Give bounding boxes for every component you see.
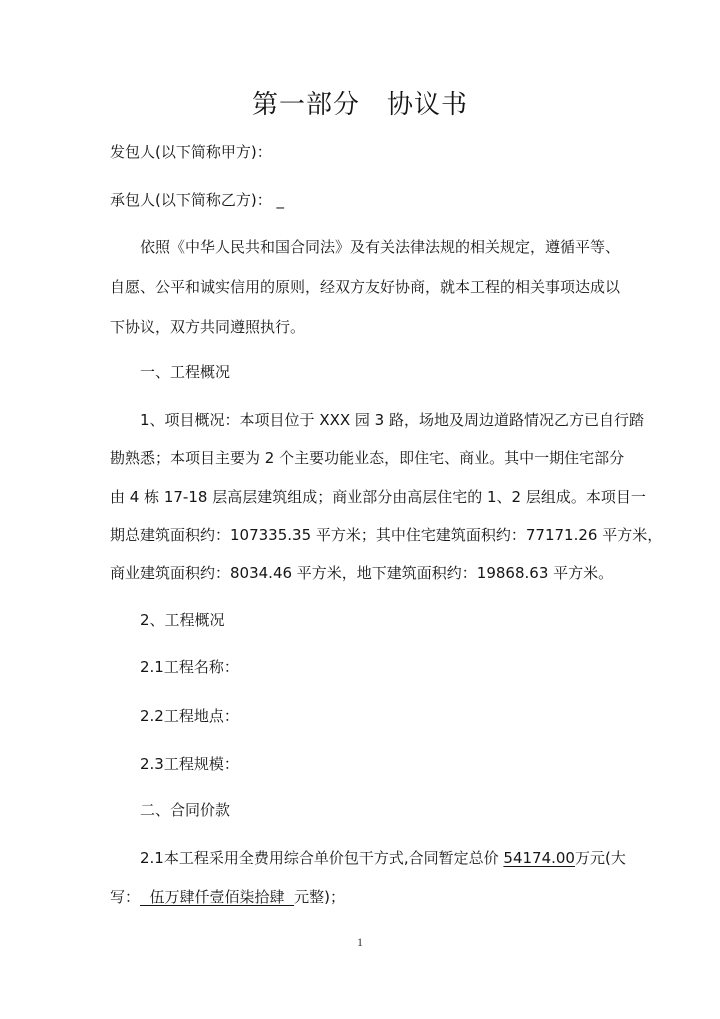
project-scale-field (140, 754, 239, 774)
section-heading-2: 二、合同价款 (140, 801, 231, 819)
paragraph-line: 勘熟悉；本项目主要为 2 个主要功能业态，即住宅、商业。其中一期住宅部分 (110, 449, 625, 467)
contractor-value: _ (276, 191, 284, 209)
clause-text: 写： (110, 888, 141, 906)
contractor-label: 承包人(以下简称乙方)： (110, 191, 272, 209)
paragraph-line: 1、项目概况：本项目位于 XXX 园 3 路，场地及周边道路情况乙方已自行踏 (140, 411, 644, 429)
clause-text: 2.1本工程采用全费用综合单价包干方式,合同暂定总价 (140, 849, 504, 867)
page-title: 第一部分 协议书 (251, 90, 468, 120)
paragraph-line: 自愿、公平和诚实信用的原则，经双方友好协商，就本工程的相关事项达成以 (110, 278, 621, 296)
employer-line (110, 142, 272, 162)
subsection-heading: 2、工程概况 (140, 611, 225, 629)
project-location-field (140, 706, 239, 726)
employer-label: 发包人(以下简称甲方)： (110, 143, 272, 161)
page-number: 1 (357, 935, 363, 949)
field-label: 2.3工程规模： (140, 755, 239, 773)
contract-price-line-2 (110, 887, 345, 907)
clause-text: 万元(大 (574, 849, 626, 867)
paragraph-line: 依照《中华人民共和国合同法》及有关法律法规的相关规定，遵循平等、 (140, 238, 621, 256)
contract-price-numeric: 54174.00 (503, 849, 575, 867)
paragraph-line: 期总建筑面积约：107335.35 平方米；其中住宅建筑面积约：77171.26 平方米， (110, 526, 663, 544)
clause-text: 元整)； (294, 888, 345, 906)
project-name-field (140, 657, 239, 677)
paragraph-line: 商业建筑面积约：8034.46 平方米，地下建筑面积约：19868.63 平方米。 (110, 564, 614, 582)
contract-price-words: 伍万肆仟壹佰柒拾肆 (140, 888, 295, 906)
paragraph-line: 下协议，双方共同遵照执行。 (110, 318, 306, 336)
contract-price-line-1 (140, 848, 626, 868)
field-label: 2.1工程名称： (140, 658, 239, 676)
field-label: 2.2工程地点： (140, 707, 239, 725)
paragraph-line: 由 4 栋 17-18 层高层建筑组成；商业部分由高层住宅的 1、2 层组成。本项目一 (110, 488, 646, 506)
contractor-line (110, 190, 284, 210)
section-heading-1: 一、工程概况 (140, 363, 231, 381)
